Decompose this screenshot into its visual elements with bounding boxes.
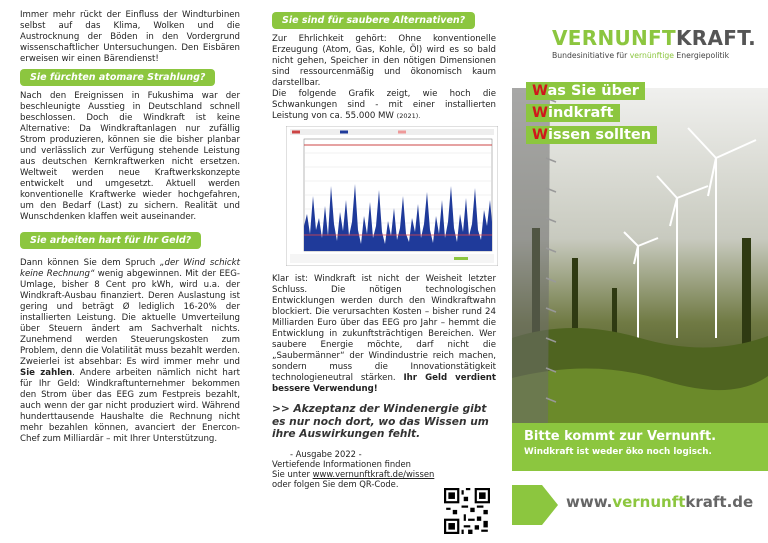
atom-paragraph: Nach den Ereignissen in Fukushima war der beschleunigte Ausstieg in Deutschland schnell beschlossen. Doch die Windkraft ist keine Alternative: Da Windkraftanlagen nur zufällig Strom produzieren, können sie die bisher planbar und verlässlich zur Verfügung stehende Leistung aus deutschen Kernkraftwerken nicht ersetzen. Weltweit werden neue Kraftwerkskonzepte entwickelt und umgesetzt. Aktuell werden konventionelle Kraftwerke wieder hochgefahren, um den Bedarf (Last) zu sichern. Realität und Wunschdenken klaffen weit auseinander. xyxy=(20,91,240,222)
vernunftkraft-logo xyxy=(552,26,756,60)
heading-money: Sie arbeiten hart für Ihr Geld? xyxy=(20,232,201,249)
alternatives-paragraph: Zur Ehrlichkeit gehört: Ohne konventionelle Erzeugung (Atom, Gas, Kohle, Öl) wird es so bald nicht gehen, Speicher in den nötigen Dimensionen sind ressourcenmäßig und ökonomisch kaum darstellbar. xyxy=(272,34,496,88)
column-middle xyxy=(256,0,510,543)
footer-qr-hint: oder folgen Sie dem QR-Code. xyxy=(272,478,399,489)
logo-word-1: VERNUNFT xyxy=(552,26,676,50)
website-bar xyxy=(512,485,768,525)
qr-code-icon[interactable] xyxy=(444,488,490,534)
money-paragraph: Dann können Sie dem Spruch „der Wind schickt keine Rechnung“ wenig abgewinnen. Mit der EEG-Umlage, bisher 8 Cent pro kWh, wird u.a. der Windkraft-Ausbau finanziert. Deren Auslastung ist gering und beträgt Ø lediglich 16-20% der installierten Leistung. Die aktuelle Umverteilung über Steuern ändert am Sachverhalt nichts. Zunehmend werden Steuerungskosten zum Problem, denn die Volatilität muss bezahlt werden. Zweierlei ist absehbar: Es wird immer mehr und Sie zahlen. Andere arbeiten nämlich nicht hart für Ihr Geld: Windkraftunternehmer bekommen den Strom über das EEG zum Festpreis bezahlt, auch wenn der gar nicht produziert wird. Während hunderttausende Haushalte die Rechnung nicht mehr bezahlen können, avanciert der Enercon-Chef zum Milliardär – mit Ihrer Unterstützung. xyxy=(20,258,241,444)
appeal-banner xyxy=(512,423,768,471)
appeal-subline: Windkraft ist weder öko noch logisch. xyxy=(524,447,712,457)
wind-feed-in-chart-image xyxy=(286,126,498,266)
column-right xyxy=(512,0,768,543)
title-line-2: Windkraft xyxy=(526,104,620,122)
footer-info: Vertiefende Informationen finden xyxy=(272,458,411,469)
acceptance-quote: >> Akzeptanz der Windenergie gibt es nur noch dort, wo das Wissen um ihre Auswirkungen fehlt. xyxy=(272,403,489,440)
footer-edition: - Ausgabe 2022 - xyxy=(290,448,362,459)
website-link[interactable]: www.vernunftkraft.de xyxy=(566,493,754,511)
graph-intro: Die folgende Grafik zeigt, wie hoch die Schwankungen sind - mit einer installierten Leistung von ca. 55.000 MW (2021). xyxy=(272,89,496,121)
footer-link-line: Sie unter www.vernunftkraft.de/wissen xyxy=(272,468,435,479)
conclusion-paragraph: Klar ist: Windkraft ist nicht der Weisheit letzter Schluss. Die nötigen technologischen Entwicklungen werden durch den Windkraftwahn blockiert. Die verursachten Kosten – bisher rund 24 Milliarden Euro über das EEG pro Jahr – hemmt die Entwicklung in zukunftsträchtigen Bereichen. Wer saubere Energie möchte, darf nicht die „Saubermänner“ der Windindustrie reich machen, sondern muss die Innovationstätigkeit technologieneutral stärken. Ihr Geld verdient bessere Verwendung! xyxy=(272,274,497,394)
cover-title xyxy=(526,80,657,146)
column-left xyxy=(0,0,254,543)
heading-atom: Sie fürchten atomare Strahlung? xyxy=(20,69,215,86)
appeal-headline: Bitte kommt zur Vernunft. xyxy=(524,429,717,444)
arrow-icon xyxy=(512,485,558,525)
title-line-1: Was Sie über xyxy=(526,82,645,100)
logo-word-2: KRAFT. xyxy=(675,26,757,50)
logo-subtitle: Bundesinitiative für vernünftige Energiepolitik xyxy=(552,51,730,60)
wissen-link[interactable]: www.vernunftkraft.de/wissen xyxy=(312,468,435,479)
heading-alternatives: Sie sind für saubere Alternativen? xyxy=(272,12,475,29)
title-line-3: Wissen sollten xyxy=(526,126,657,144)
intro-paragraph: Immer mehr rückt der Einfluss der Windturbinen selbst auf das Klima, Wolken und die Austrocknung der Böden in den Vordergrund wissenschaftlicher Untersuchungen. Den Eisbären erweisen wir einen Bärendienst! xyxy=(20,10,240,64)
